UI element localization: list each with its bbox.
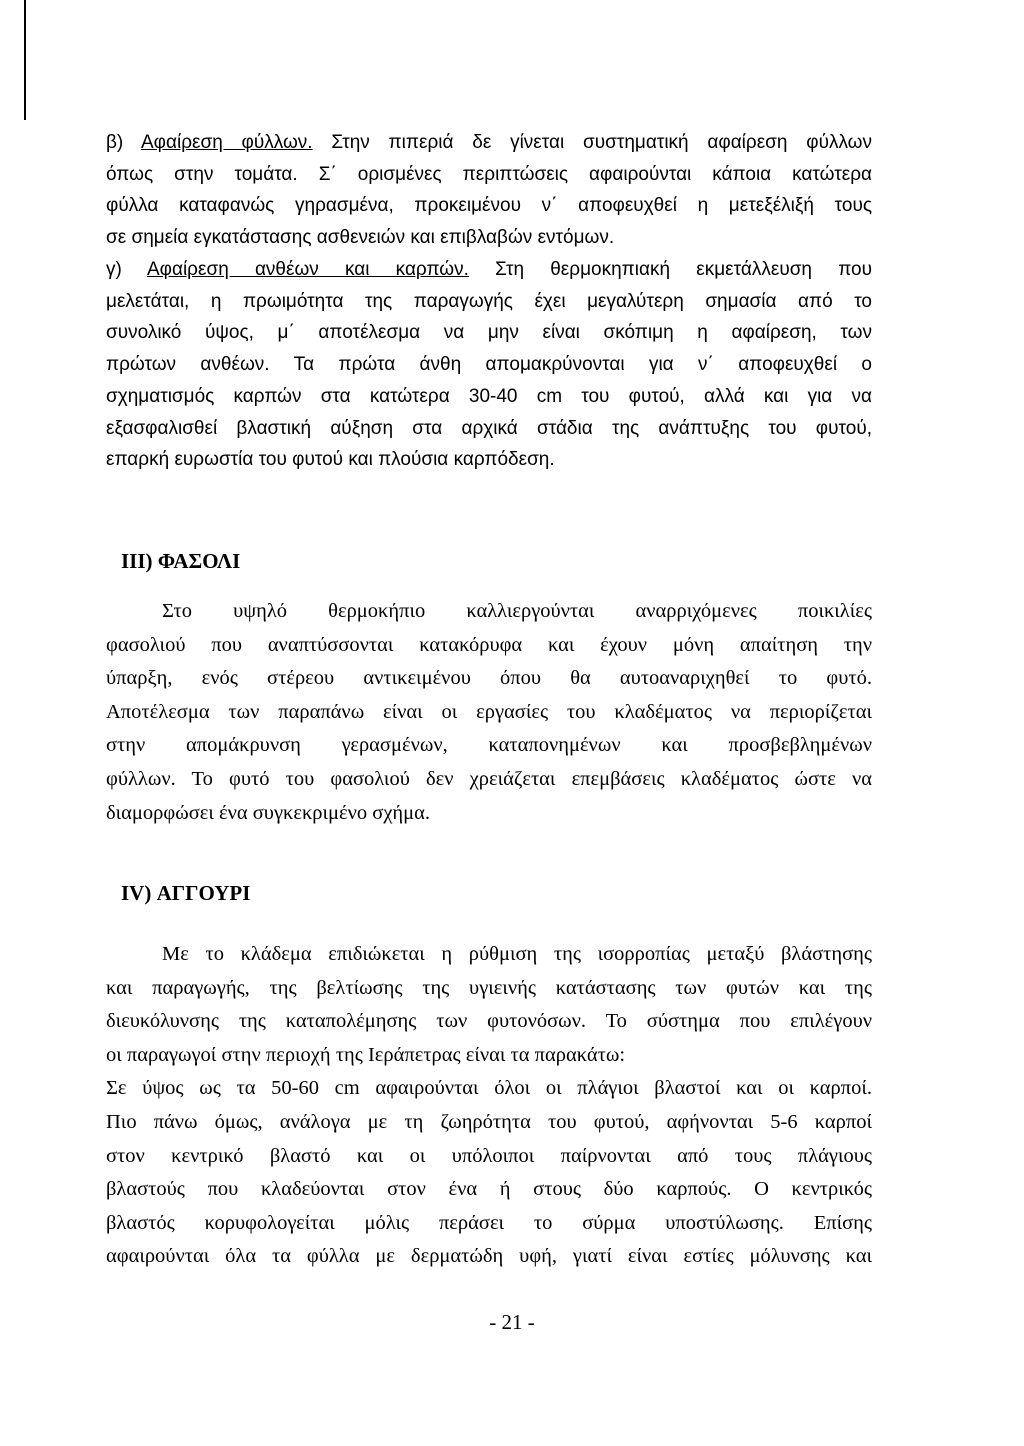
scan-edge-line — [24, 0, 26, 120]
paragraph-line — [106, 254, 872, 286]
paragraph-line: σχηματισμός καρπών στα κατώτερα 30-40 cm του φυτού, αλλά και για να — [106, 385, 872, 407]
section-c-paragraph — [106, 254, 872, 476]
paragraph-line: αφαιρούνται όλα τα φύλλα με δερματώδη υφή, γιατί είναι εστίες μόλυνσης και — [106, 1245, 872, 1268]
paragraph-text: Στην πιπεριά δε γίνεται συστηματική αφαίρεση φύλλων — [331, 132, 873, 153]
paragraph-line: Πιο πάνω όμως, ανάλογα με τη ζωηρότητα του φυτού, αφήνονται 5-6 καρποί — [106, 1110, 872, 1133]
paragraph-line: Με το κλάδεμα επιδιώκεται η ρύθμιση της ισορροπίας μεταξύ βλάστησης — [162, 943, 872, 965]
section-iii-paragraph — [106, 595, 872, 830]
paragraph-line: φασολιού που αναπτύσσονται κατακόρυφα και έχουν μόνη απαίτηση την — [106, 633, 872, 656]
section-c-label: γ) — [106, 259, 122, 280]
paragraph-line: διευκόλυνσης της καταπολέμησης των φυτονόσων. Το σύστημα που επιλέγουν — [106, 1010, 872, 1033]
page-number: - 21 - — [489, 1310, 535, 1334]
paragraph-line: συνολικό ύψος, μ΄ αποτέλεσμα να μην είναι σκόπιμη η αφαίρεση, των — [106, 322, 872, 344]
paragraph-line: Σε ύψος ως τα 50-60 cm αφαιρούνται όλοι οι πλάγιοι βλαστοί και οι καρποί. — [106, 1077, 872, 1100]
paragraph-line: φύλλων. Το φυτό του φασολιού δεν χρειάζεται επεμβάσεις κλαδέματος ώστε να — [106, 767, 872, 790]
section-iv-paragraph — [106, 938, 872, 1274]
paragraph-line: Στο υψηλό θερμοκήπιο καλλιεργούνται αναρριχόμενες ποικιλίες — [162, 600, 872, 622]
paragraph-text: Στη θερμοκηπιακή εκμετάλλευση που — [495, 259, 872, 280]
section-b-label: β) — [106, 132, 124, 153]
paragraph-line: επαρκή ευρωστία του φυτού και πλούσια καρπόδεση. — [106, 449, 555, 471]
section-b-paragraph — [106, 127, 872, 254]
paragraph-line: βλαστούς που κλαδεύονται στον ένα ή στους δύο καρπούς. Ο κεντρικός — [106, 1178, 872, 1201]
paragraph-line: όπως στην τομάτα. Σ΄ ορισμένες περιπτώσεις αφαιρούνται κάποια κατώτερα — [106, 163, 872, 185]
paragraph-line: στον κεντρικό βλαστό και οι υπόλοιποι παίρνονται από τους πλάγιους — [106, 1144, 872, 1167]
section-c-heading: Αφαίρεση ανθέων και καρπών. — [146, 259, 469, 280]
paragraph-line: πρώτων ανθέων. Τα πρώτα άνθη απομακρύνονται για ν΄ αποφευχθεί ο — [106, 354, 872, 376]
section-iv-heading: IV) ΑΓΓΟΥΡΙ — [121, 881, 251, 905]
paragraph-line: φύλλα καταφανώς γηρασμένα, προκειμένου ν΄ αποφευχθεί η μετεξέλιξή τους — [106, 195, 872, 217]
paragraph-line: μελετάται, η πρωιμότητα της παραγωγής έχει μεγαλύτερη σημασία από το — [106, 290, 872, 312]
paragraph-line: στην απομάκρυνση γερασμένων, καταπονημένων και προσβεβλημένων — [106, 734, 872, 757]
paragraph-line: οι παραγωγοί στην περιοχή της Ιεράπετρας είναι τα παρακάτω: — [106, 1043, 626, 1066]
paragraph-line: Αποτέλεσμα των παραπάνω είναι οι εργασίες του κλαδέματος να περιορίζεται — [106, 700, 872, 723]
section-b-heading: Αφαίρεση φύλλων. — [141, 132, 313, 153]
paragraph-line: ύπαρξη, ενός στέρεου αντικειμένου όπου θα αυτοαναριχηθεί το φυτό. — [106, 667, 872, 690]
paragraph-line: διαμορφώσει ένα συγκεκριμένο σχήμα. — [106, 801, 430, 824]
paragraph-line — [106, 127, 872, 159]
paragraph-line: σε σημεία εγκατάστασης ασθενειών και επιβλαβών εντόμων. — [106, 227, 615, 249]
section-iii-heading: III) ΦΑΣΟΛΙ — [121, 549, 241, 573]
paragraph-line: και παραγωγής, της βελτίωσης της υγιεινής κατάστασης των φυτών και της — [106, 976, 872, 999]
paragraph-line: εξασφαλισθεί βλαστική αύξηση στα αρχικά στάδια της ανάπτυξης του φυτού, — [106, 417, 872, 439]
paragraph-line: βλαστός κορυφολογείται μόλις περάσει το σύρμα υποστύλωσης. Επίσης — [106, 1211, 872, 1234]
